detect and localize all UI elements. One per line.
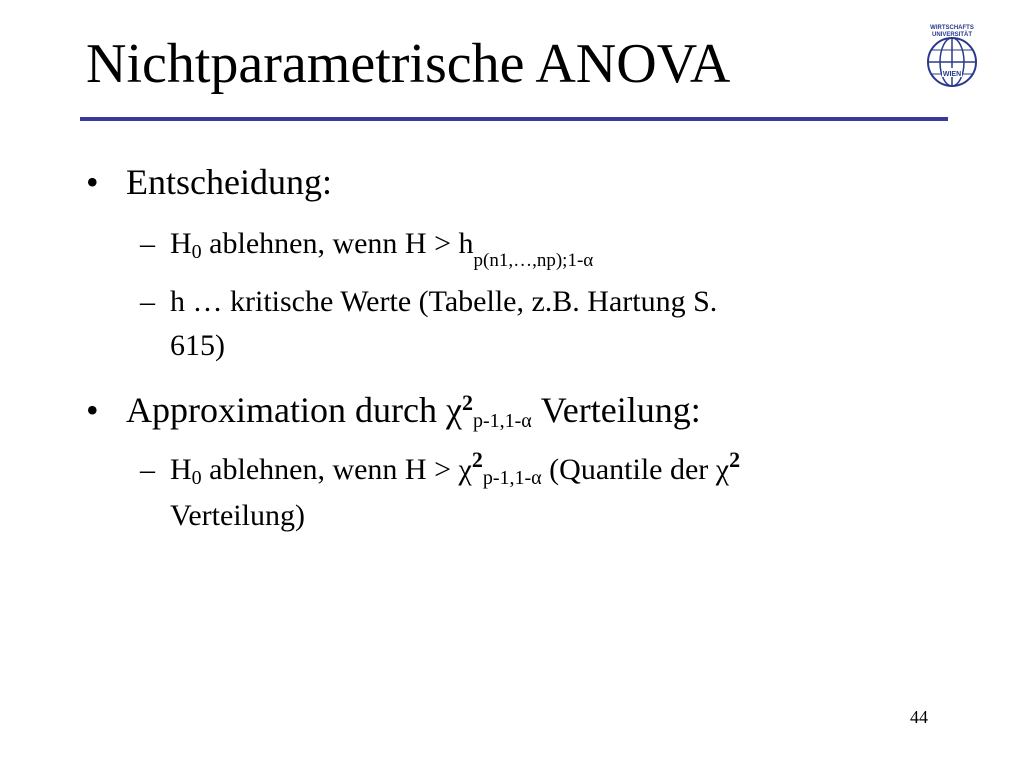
dash-marker: – — [140, 285, 155, 318]
slide-title: Nichtparametrische ANOVA — [86, 33, 731, 95]
bullet-text: Entscheidung: — [126, 162, 332, 202]
university-logo — [918, 22, 986, 90]
sub-bullet-text: $H_0$ ablehnen, wenn $H > \chi^2_{p-1,1-\alpha}$ (Quantile der $\chi^2$ — [170, 446, 741, 489]
globe-icon — [918, 22, 986, 90]
sub-bullet-text: h … kritische Werte (Tabelle, z.B. Hartung S. — [170, 285, 718, 318]
bullet-marker: • — [86, 162, 99, 202]
dash-marker: – — [140, 227, 155, 260]
dash-marker: – — [140, 453, 155, 486]
sub-bullet-text: $H_0$ ablehnen, wenn $H > h_{p(n1,\dots,np);1-\alpha}$ — [170, 227, 594, 271]
svg-text:UNIVERSITÄT: UNIVERSITÄT — [931, 32, 973, 38]
svg-text:WIRTSCHAFTS: WIRTSCHAFTS — [930, 25, 974, 31]
sub-bullet-text: 615) — [170, 329, 225, 362]
bullet-text: Approximation durch $\chi^2_{p-1,1-\alpha}$ Verteilung: — [126, 389, 701, 432]
page-number: 44 — [910, 707, 928, 727]
sub-bullet-text: Verteilung) — [170, 499, 305, 532]
svg-text:WIEN: WIEN — [942, 71, 962, 78]
bullet-marker: • — [86, 390, 99, 430]
title-divider — [80, 117, 948, 121]
